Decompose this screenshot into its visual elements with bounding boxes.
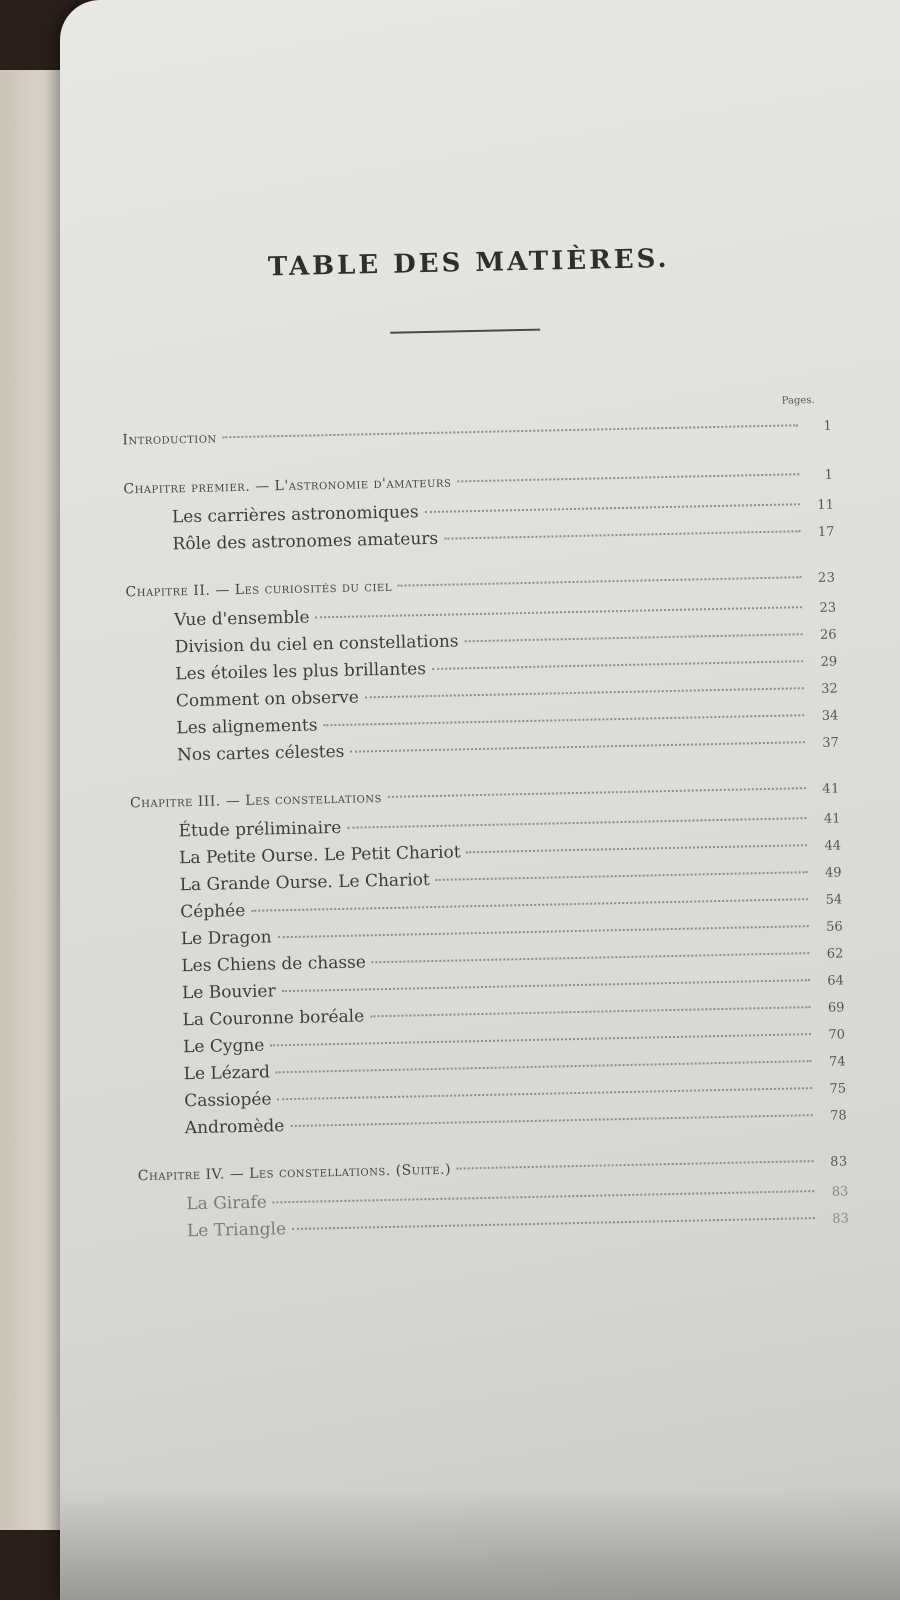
toc-entry-label: Céphée	[180, 900, 246, 923]
dot-leader	[273, 1190, 814, 1203]
toc-entry-label: Le Dragon	[180, 927, 272, 950]
title-rule	[390, 329, 540, 334]
toc-entry-label: Nos cartes célestes	[176, 741, 345, 766]
toc-page-number: 83	[832, 1211, 850, 1227]
toc-page-number: 83	[831, 1184, 849, 1200]
dot-leader	[270, 1033, 811, 1046]
toc-page-number: 62	[826, 946, 844, 962]
toc-entry-label: Comment on observe	[175, 687, 360, 712]
dot-leader	[323, 714, 804, 726]
toc-entry-label: Le Lézard	[183, 1062, 271, 1085]
toc-page-number: 17	[817, 524, 835, 540]
toc-page-number: 69	[827, 1000, 845, 1016]
page-content	[60, 0, 900, 1600]
dot-leader	[276, 1060, 812, 1073]
dot-leader	[292, 1217, 815, 1230]
table-of-contents	[122, 418, 849, 1250]
toc-page-number: 32	[821, 681, 838, 697]
toc-page-number: 1	[824, 467, 834, 483]
toc-entry-label: Le Bouvier	[181, 981, 276, 1004]
toc-entry-label: Cassiopée	[184, 1089, 272, 1112]
dot-leader	[372, 952, 809, 963]
toc-entry-label: Rôle des astronomes amateurs	[172, 528, 439, 555]
toc-page-number: 64	[827, 973, 845, 989]
toc-page-number: 37	[822, 735, 840, 751]
pages-column-header: Pages.	[781, 394, 815, 407]
toc-page-number: 49	[824, 865, 842, 881]
dot-leader	[388, 787, 806, 798]
toc-entry-label: La Petite Ourse. Le Petit Chariot	[178, 842, 461, 869]
toc-entry-label: Introduction	[122, 430, 217, 449]
toc-entry-label: Les alignements	[176, 715, 318, 739]
toc-page-number: 70	[828, 1027, 846, 1043]
toc-entry-label: Chapitre III. — Les constellations	[129, 790, 383, 812]
toc-page-number: 34	[821, 708, 839, 724]
dot-leader	[432, 660, 803, 670]
dot-leader	[436, 871, 808, 881]
toc-page-number: 74	[828, 1054, 846, 1070]
toc-page-number: 75	[829, 1081, 847, 1097]
toc-entry-label: Le Cygne	[182, 1035, 265, 1058]
toc-page-number: 78	[829, 1108, 847, 1124]
dot-leader	[370, 1006, 810, 1017]
toc-page-number: 41	[822, 781, 841, 797]
dot-leader	[425, 503, 800, 513]
toc-entry-label: Vue d'ensemble	[173, 607, 310, 631]
page-title: TABLE DES MATIÈRES.	[267, 243, 670, 283]
toc-page-number: 23	[817, 570, 836, 586]
toc-entry-label: La Couronne boréale	[182, 1006, 365, 1031]
toc-entry-label: Chapitre IV. — Les constellations. (Suite.)	[137, 1161, 452, 1185]
toc-page-number: 41	[823, 811, 841, 827]
toc-entry-label: Les Chiens de chasse	[181, 952, 367, 977]
toc-page-number: 11	[817, 497, 835, 513]
dot-leader	[316, 606, 802, 618]
toc-entry-label: La Girafe	[186, 1192, 268, 1215]
toc-entry-label: Division du ciel en constellations	[174, 631, 459, 658]
toc-page-number: 56	[826, 919, 843, 935]
dot-leader	[467, 844, 808, 853]
dot-leader	[277, 1087, 812, 1100]
toc-page-number: 1	[823, 418, 833, 434]
toc-entry-label: Le Triangle	[186, 1219, 287, 1242]
dot-leader	[398, 576, 802, 586]
toc-entry-label: Chapitre premier. — L'astronomie d'amateurs	[123, 474, 452, 498]
toc-page-number: 83	[829, 1154, 848, 1170]
toc-entry-label: La Grande Ourse. Le Chariot	[179, 870, 430, 896]
dot-leader	[444, 530, 800, 539]
toc-page-number: 26	[819, 627, 837, 643]
dot-leader	[223, 424, 799, 438]
dot-leader	[365, 687, 804, 698]
dot-leader	[278, 925, 809, 938]
toc-chapter-row	[122, 418, 832, 460]
dot-leader	[347, 817, 806, 829]
dot-leader	[350, 741, 804, 753]
toc-entry-label: Chapitre II. — Les curiosités du ciel	[125, 578, 393, 601]
toc-page-number: 23	[819, 600, 837, 616]
toc-page-number: 54	[825, 892, 843, 908]
dot-leader	[457, 473, 799, 482]
toc-entry-label: Étude préliminaire	[178, 817, 342, 842]
book-page	[60, 0, 900, 1600]
toc-page-number: 29	[820, 654, 838, 670]
dot-leader	[457, 1160, 814, 1169]
dot-leader	[290, 1114, 812, 1127]
toc-entry-label: Les carrières astronomiques	[171, 502, 419, 528]
toc-page-number: 44	[824, 838, 842, 854]
toc-entry-label: Andromède	[184, 1116, 285, 1139]
toc-entry-label: Les étoiles les plus brillantes	[175, 659, 427, 685]
dot-leader	[251, 898, 808, 912]
dot-leader	[465, 633, 803, 642]
dot-leader	[282, 979, 810, 992]
